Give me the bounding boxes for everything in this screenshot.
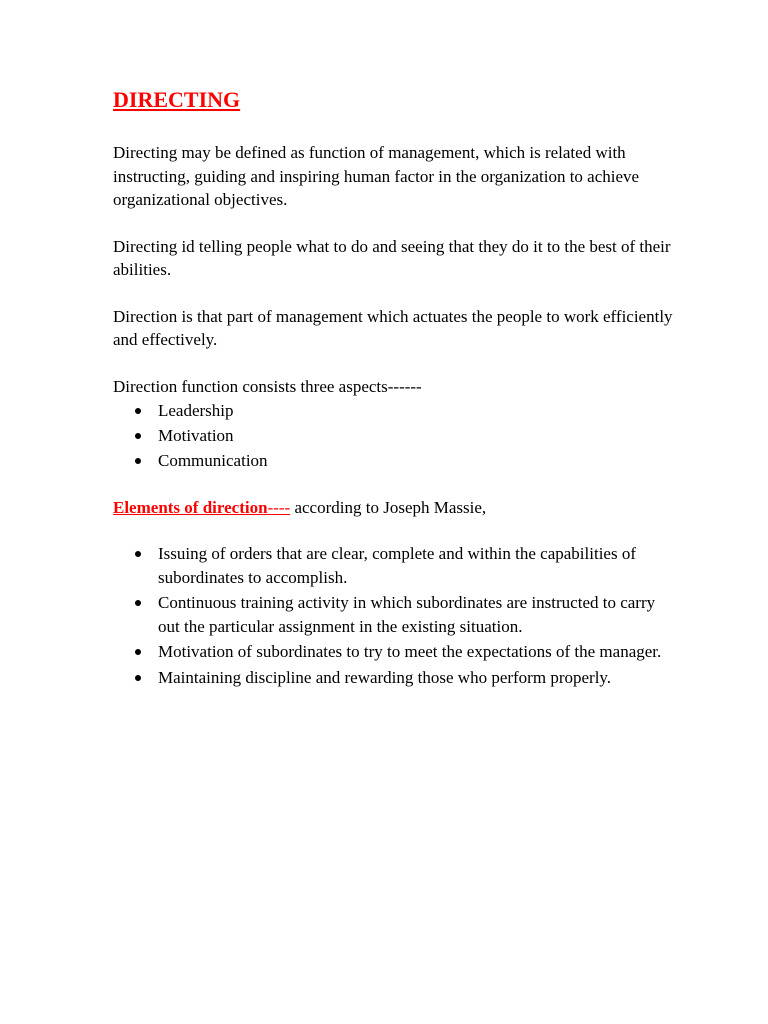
list-item <box>113 542 673 589</box>
document-page <box>113 86 673 691</box>
elements-intro <box>113 496 673 520</box>
elements-dash: ---- <box>267 497 291 517</box>
elements-suffix: according to Joseph Massie, <box>290 497 487 517</box>
bullet-icon <box>135 600 141 606</box>
elements-heading: Elements of direction <box>113 497 268 517</box>
bullet-icon <box>135 458 141 464</box>
bullet-icon <box>135 408 141 414</box>
aspect-label: Communication <box>158 451 268 470</box>
list-item <box>113 399 673 423</box>
list-item <box>113 591 673 638</box>
telling-paragraph: Directing id telling people what to do and seeing that they do it to the best of their abilities. <box>113 236 671 279</box>
list-item <box>113 640 673 664</box>
aspect-label: Leadership <box>158 401 234 420</box>
element-text: Continuous training activity in which subordinates are instructed to carry out the particular assignment in the existing situation. <box>158 593 656 636</box>
list-item <box>113 449 673 473</box>
bullet-icon <box>135 551 141 557</box>
direction-paragraph: Direction is that part of management which actuates the people to work efficiently and effectively. <box>113 306 673 349</box>
definition-paragraph: Directing may be defined as function of management, which is related with instructing, guiding and inspiring human factor in the organization to achieve organizational objectives. <box>113 143 640 209</box>
aspects-list <box>113 399 673 473</box>
list-item <box>113 424 673 448</box>
elements-list <box>113 542 673 689</box>
element-text: Motivation of subordinates to try to meet the expectations of the manager. <box>158 642 662 661</box>
bullet-icon <box>135 675 141 681</box>
element-text: Maintaining discipline and rewarding those who perform properly. <box>158 667 612 687</box>
aspects-intro: Direction function consists three aspects------ <box>113 376 422 396</box>
page-title: DIRECTING <box>113 87 241 112</box>
element-text: Issuing of orders that are clear, complete and within the capabilities of subordinates to accomplish. <box>158 544 636 587</box>
list-item <box>113 666 673 690</box>
bullet-icon <box>135 433 141 439</box>
bullet-icon <box>135 649 141 655</box>
aspect-label: Motivation <box>158 426 234 445</box>
